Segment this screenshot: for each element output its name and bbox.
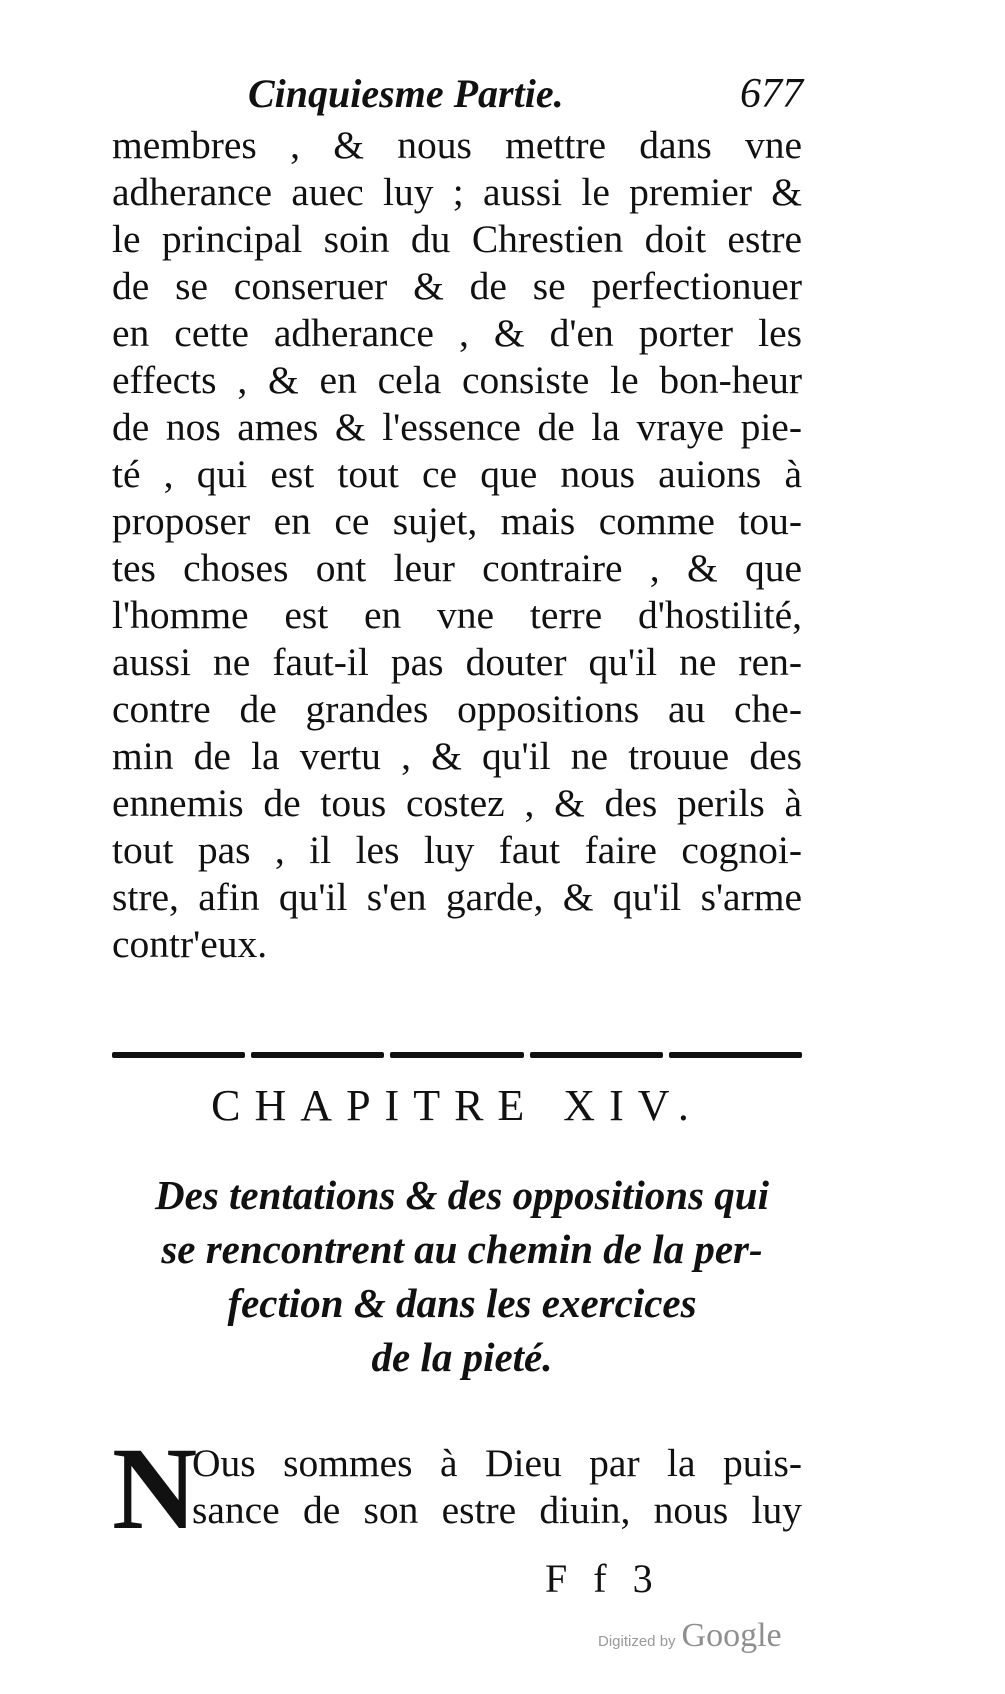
running-head bbox=[248, 70, 803, 130]
chapter-title-line: fection & dans les exercices bbox=[227, 1280, 697, 1326]
text-line: Ous sommes à Dieu par la puis- bbox=[192, 1441, 802, 1485]
signature-mark: F f 3 bbox=[545, 1556, 661, 1601]
text-line: tes choses ont leur contraire , & que bbox=[112, 546, 802, 590]
text-line: sance de son estre diuin, nous luy bbox=[192, 1488, 802, 1532]
text-line: adherance auec luy ; aussi le premier & bbox=[112, 170, 802, 214]
text-line: proposer en ce sujet, mais comme tou- bbox=[112, 499, 802, 543]
chapter-title-line: se rencontrent au chemin de la per- bbox=[161, 1226, 763, 1272]
chapter-title bbox=[112, 1168, 812, 1384]
page-number: 677 bbox=[740, 71, 803, 117]
chapter-title-line: Des tentations & des oppositions qui bbox=[155, 1172, 769, 1218]
body-paragraph bbox=[112, 122, 802, 968]
ornament-rule bbox=[112, 1052, 802, 1060]
text-line: contr'eux. bbox=[112, 922, 268, 966]
google-logo: Google bbox=[681, 1617, 782, 1654]
text-line: aussi ne faut-il pas douter qu'il ne ren- bbox=[112, 640, 802, 684]
running-title: Cinquiesme Partie. bbox=[248, 71, 564, 116]
text-line: le principal soin du Chrestien doit estre bbox=[112, 217, 802, 261]
drop-cap: N bbox=[112, 1423, 198, 1554]
digitized-watermark bbox=[598, 1617, 782, 1657]
text-line: de nos ames & l'essence de la vraye pie- bbox=[112, 405, 802, 449]
text-line: en cette adherance , & d'en porter les bbox=[112, 311, 802, 355]
text-line: de se conseruer & de se perfectionuer bbox=[112, 264, 802, 308]
chapter-title-line: de la pieté. bbox=[371, 1334, 553, 1380]
chapter-heading: CHAPITRE XIV. bbox=[211, 1081, 703, 1130]
text-line: tout pas , il les luy faut faire cognoi- bbox=[112, 828, 802, 872]
opening-paragraph bbox=[112, 1423, 802, 1554]
watermark-prefix: Digitized by bbox=[598, 1633, 676, 1650]
text-line: té , qui est tout ce que nous auions à bbox=[112, 452, 802, 496]
text-line: stre, afin qu'il s'en garde, & qu'il s'arme bbox=[112, 875, 802, 919]
text-line: contre de grandes oppositions au che- bbox=[112, 687, 802, 731]
text-line: effects , & en cela consiste le bon-heur bbox=[112, 358, 802, 402]
text-line: min de la vertu , & qu'il ne trouue des bbox=[112, 734, 802, 778]
text-line: membres , & nous mettre dans vne bbox=[112, 123, 802, 167]
text-line: l'homme est en vne terre d'hostilité, bbox=[112, 593, 802, 637]
text-line: ennemis de tous costez , & des perils à bbox=[112, 781, 802, 825]
